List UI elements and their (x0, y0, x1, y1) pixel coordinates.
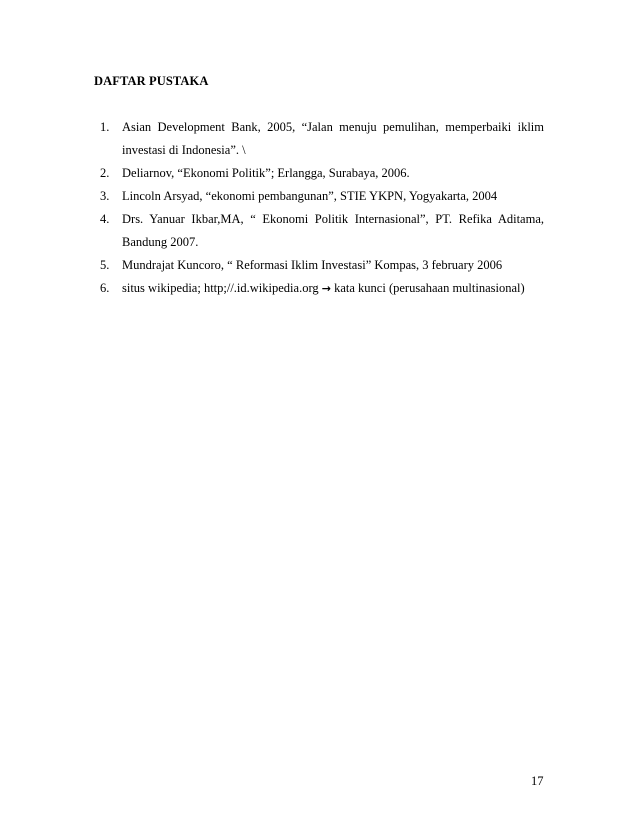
right-arrow-icon: → (321, 282, 331, 295)
reference-item-2 (94, 162, 544, 185)
reference-text: Drs. Yanuar Ikbar,MA, “ Ekonomi Politik Internasional”, PT. Refika Aditama, Bandung 2007. (122, 212, 544, 249)
page-number: 17 (531, 774, 544, 788)
reference-text (122, 277, 544, 300)
reference-item-6 (94, 277, 544, 300)
reference-number: 6. (100, 281, 110, 295)
reference-item-3 (94, 185, 544, 208)
reference-text: Deliarnov, “Ekonomi Politik”; Erlangga, Surabaya, 2006. (122, 166, 410, 180)
reference-number: 3. (100, 189, 110, 203)
reference-number: 2. (100, 166, 110, 180)
page-title: DAFTAR PUSTAKA (94, 74, 209, 88)
reference-text: Lincoln Arsyad, “ekonomi pembangunan”, STIE YKPN, Yogyakarta, 2004 (122, 189, 498, 203)
reference-list (94, 116, 544, 300)
reference-item-4 (94, 208, 544, 254)
reference-item-5 (94, 254, 544, 277)
reference-number: 4. (100, 212, 110, 226)
reference-text: Asian Development Bank, 2005, “Jalan menuju pemulihan, memperbaiki iklim investasi di Indonesia”. \ (122, 120, 544, 157)
reference-text-after-arrow: kata kunci (perusahaan multinasional) (334, 281, 525, 295)
reference-number: 5. (100, 258, 110, 272)
reference-item-1 (94, 116, 544, 162)
reference-text: Mundrajat Kuncoro, “ Reformasi Iklim Investasi” Kompas, 3 february 2006 (122, 258, 503, 272)
reference-text-before-arrow: situs wikipedia; http;//.id.wikipedia.org (122, 281, 319, 295)
reference-number: 1. (100, 120, 110, 134)
